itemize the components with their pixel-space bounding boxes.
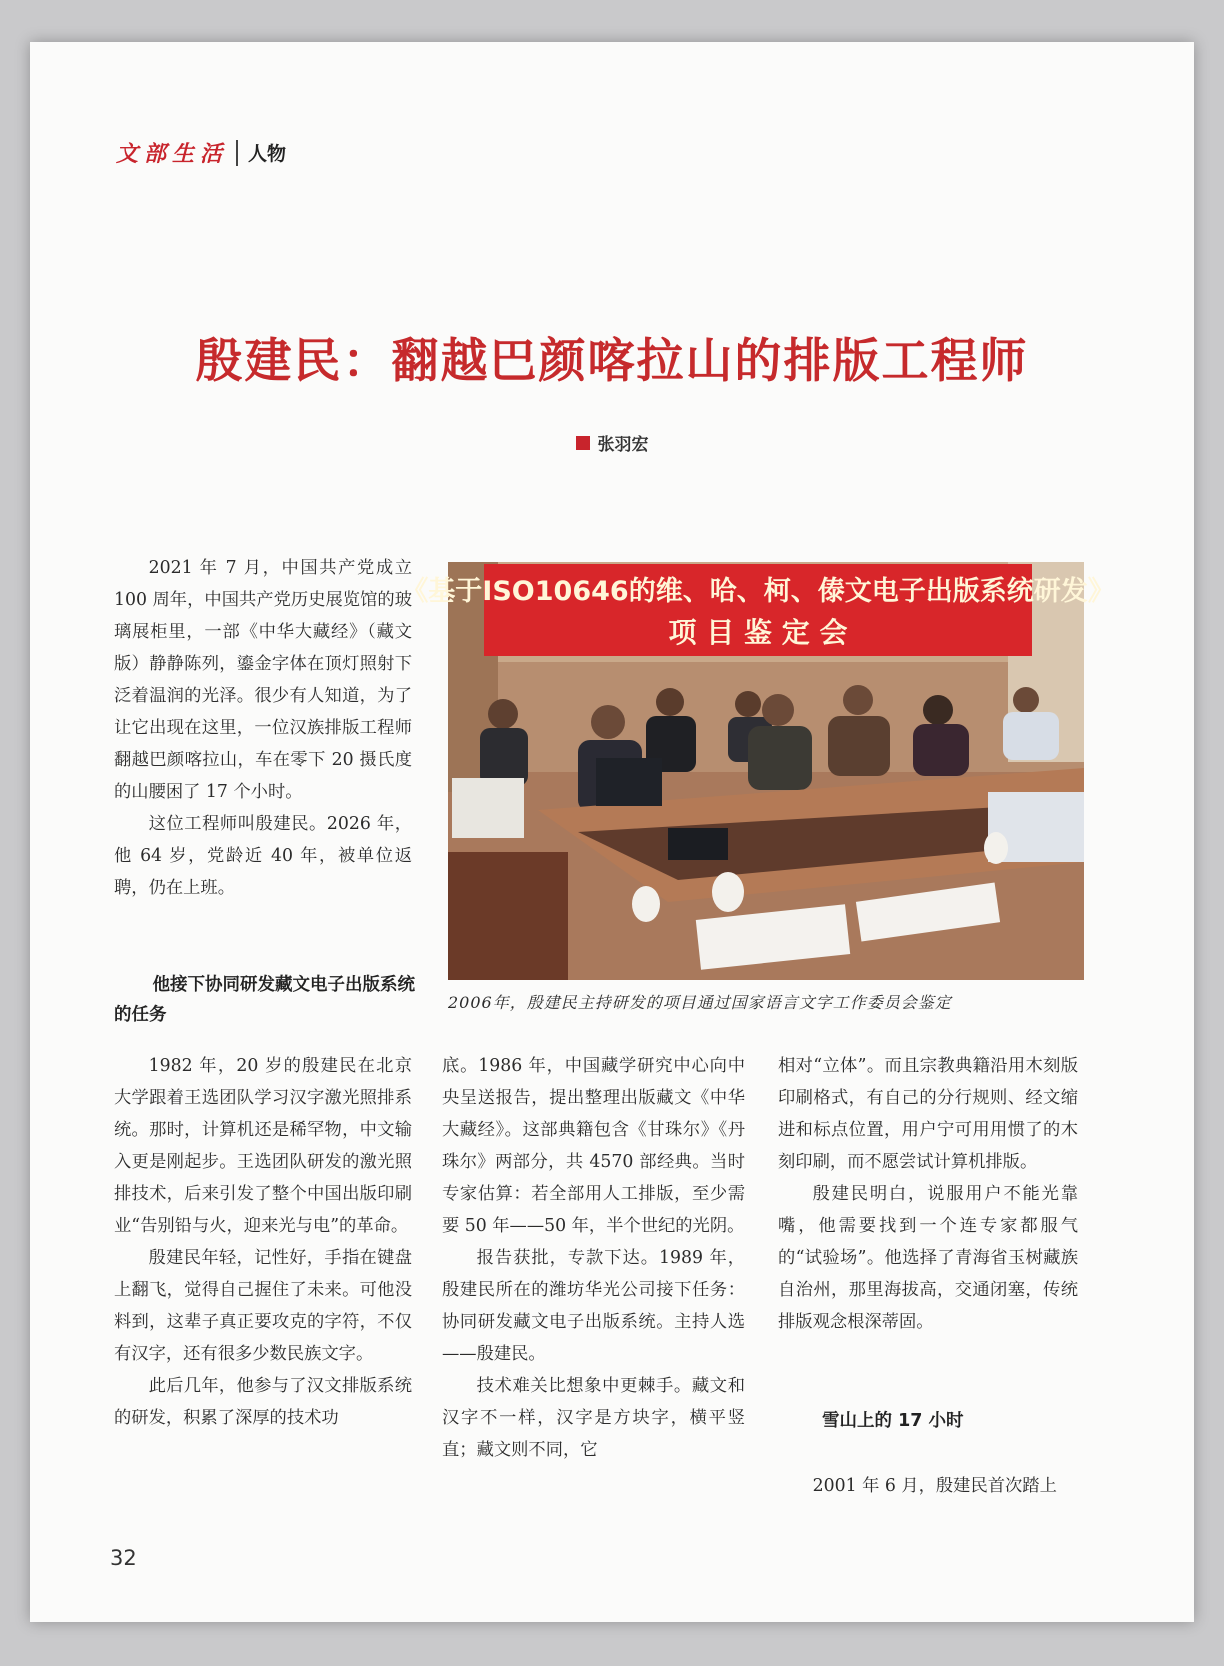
- body-paragraph: 底。1986 年，中国藏学研究中心向中央呈送报告，提出整理出版藏文《中华大藏经》。这部典籍包含《甘珠尔》《丹珠尔》两部分，共 4570 部经典。当时专家估算：若全部用人工排版，至少需要 50 年——50 年，半个世纪的光阴。: [442, 1056, 745, 1236]
- body-paragraph: 此后几年，他参与了汉文排版系统的研发，积累了深厚的技术功: [114, 1376, 412, 1428]
- teacup: [632, 886, 660, 922]
- body-paragraph: 报告获批，专款下达。1989 年，殷建民所在的潍坊华光公司接下任务：协同研发藏文电子出版系统。主持人选——殷建民。: [442, 1248, 745, 1364]
- body-paragraph: 2001 年 6 月，殷建民首次踏上: [812, 1476, 1057, 1496]
- page-header: [116, 137, 286, 168]
- banner-line-1: 《基于ISO10646的维、哈、柯、傣文电子出版系统研发》: [401, 576, 1115, 607]
- intro-paragraph-2: 这位工程师叫殷建民。2026 年，他 64 岁，党龄近 40 年，被单位返聘，仍在上班。: [114, 814, 412, 898]
- body-paragraph: 相对“立体”。而且宗教典籍沿用木刻版印刷格式，有自己的分行规则、经文缩进和标点位置，用户宁可用用惯了的木刻印刷，而不愿尝试计算机排版。: [778, 1056, 1078, 1172]
- photo-caption: 2006年，殷建民主持研发的项目通过国家语言文字工作委员会鉴定: [448, 993, 952, 1012]
- intro-column: [114, 552, 412, 904]
- meeting-photo: [401, 562, 1115, 980]
- body-paragraph: 殷建民年轻，记性好，手指在键盘上翻飞，觉得自己握住了未来。可他没料到，这辈子真正要攻克的字符，不仅有汉字，还有很多少数民族文字。: [114, 1248, 412, 1364]
- banner-line-2: 项 目 鉴 定 会: [668, 616, 848, 649]
- subheading-task: 他接下协同研发藏文电子出版系统的任务: [114, 975, 415, 1025]
- projector: [668, 828, 728, 860]
- body-column-3-tail: [778, 1470, 1078, 1502]
- printer: [452, 778, 524, 838]
- magazine-logo: 文部生活: [116, 141, 229, 167]
- laptop: [596, 758, 662, 806]
- meeting-photo-illustration: [401, 562, 1115, 980]
- section-label: 人物: [248, 143, 287, 165]
- header-divider: [236, 140, 238, 166]
- body-paragraph: 殷建民明白，说服用户不能光靠嘴，他需要找到一个连专家都服气的“试验场”。他选择了青海省玉树藏族自治州，那里海拔高，交通闭塞，传统排版观念根深蒂固。: [778, 1184, 1078, 1332]
- body-column-3: [778, 1050, 1078, 1338]
- magazine-page: [30, 42, 1194, 1622]
- author-name: 张羽宏: [597, 435, 649, 455]
- byline-square-icon: [576, 436, 590, 450]
- body-paragraph: 1982 年，20 岁的殷建民在北京大学跟着王选团队学习汉字激光照排系统。那时，计算机还是稀罕物，中文输入更是刚起步。王选团队研发的激光照排技术，后来引发了整个中国出版印刷业“告别铅与火，迎来光与电”的革命。: [114, 1056, 412, 1236]
- article-title: 殷建民：翻越巴颜喀拉山的排版工程师: [195, 334, 1029, 389]
- intro-paragraph-1: 2021 年 7 月，中国共产党成立 100 周年，中国共产党历史展览馆的玻璃展柜里，一部《中华大藏经》（藏文版）静静陈列，鎏金字体在顶灯照射下泛着温润的光泽。很少有人知道，为了让它出现在这里，一位汉族排版工程师翻越巴颜喀拉山，车在零下 20 摄氏度的山腰困了 17 个小时。: [114, 558, 412, 802]
- body-column-2: [442, 1050, 745, 1466]
- byline: [30, 430, 1194, 455]
- page-number: 32: [110, 1546, 137, 1570]
- body-column-1: [114, 1050, 412, 1434]
- body-paragraph: 技术难关比想象中更棘手。藏文和汉字不一样，汉字是方块字，横平竖直；藏文则不同，它: [442, 1376, 745, 1460]
- subheading-snow-mountain: 雪山上的 17 小时: [822, 1411, 964, 1431]
